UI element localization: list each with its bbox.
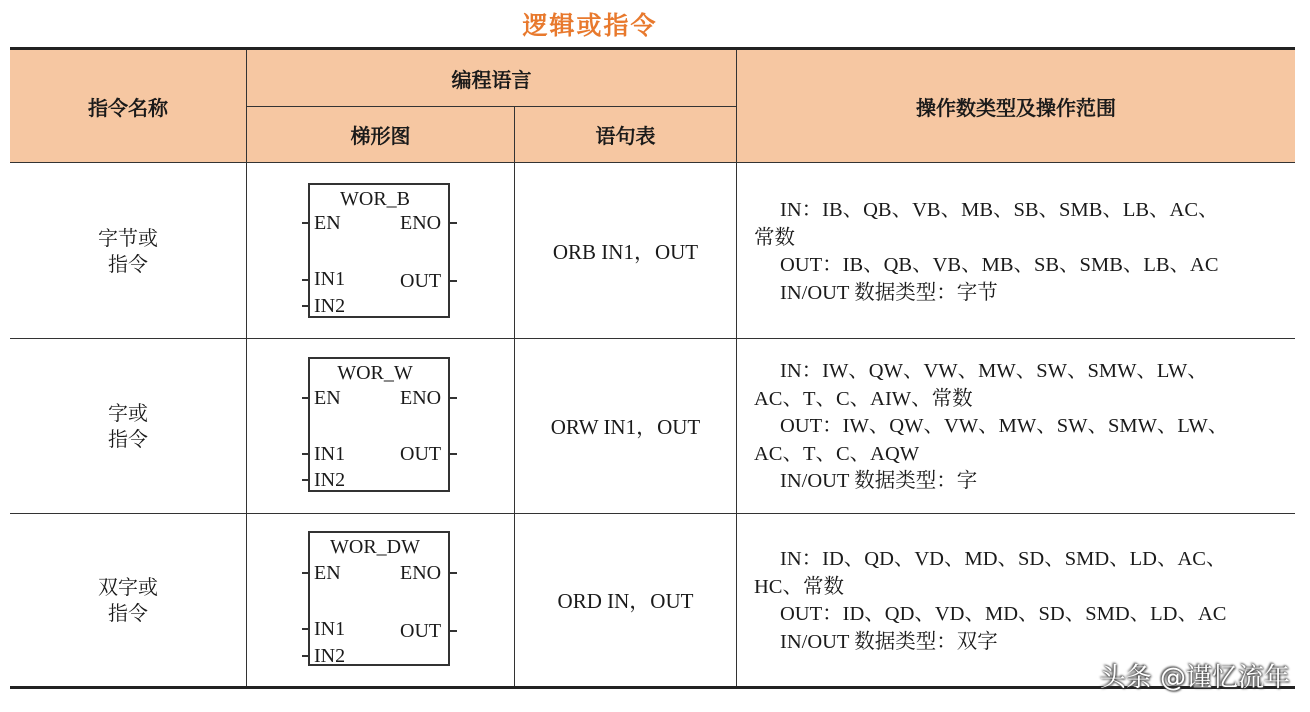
block-title: WOR_DW [330,536,420,558]
watermark: 头条 @谨忆流年 [1099,663,1290,693]
pin-stub [450,397,457,399]
pin-stub [302,628,309,630]
operand-line: IN：ID、QD、VD、MD、SD、SMD、LD、AC、 [780,548,1227,570]
operand-line: AC、T、C、AIW、常数 [754,387,973,410]
operand-line: 常数 [754,226,795,249]
instruction-name: 双字或 指令 [98,575,158,625]
operand-line: OUT：ID、QD、VD、MD、SD、SMD、LD、AC [780,603,1227,625]
ladder-block [300,531,446,671]
statement-list-text: ORB IN1，OUT [552,239,699,264]
in1-pin-label: IN1 [314,268,346,290]
statement-list-text: ORW IN1，OUT [550,415,701,439]
header-statement-list: 语句表 [595,124,656,148]
block-title: WOR_B [340,188,410,210]
header-instruction-name: 指令名称 [88,95,168,120]
eno-pin-label: ENO [400,387,442,409]
in1-pin-label: IN1 [314,618,346,640]
out-pin-label: OUT [400,620,442,642]
pin-stub [302,397,309,399]
in1-pin-label: IN1 [314,443,346,465]
en-pin-label: EN [314,562,341,584]
pin-stub [302,305,309,307]
en-pin-label: EN [314,387,341,409]
operand-line: IN/OUT 数据类型：字 [780,470,978,492]
pin-stub [302,279,309,281]
operand-line: OUT：IW、QW、VW、MW、SW、SMW、LW、 [780,415,1229,437]
block-title: WOR_W [337,362,413,384]
pin-stub [302,655,309,657]
pin-stub [450,572,457,574]
ladder-block [300,357,446,497]
ladder-block [300,183,446,323]
pin-stub [450,453,457,455]
out-pin-label: OUT [400,443,442,465]
operand-line: AC、T、C、AQW [754,442,920,465]
operand-line: OUT：IB、QB、VB、MB、SB、SMB、LB、AC [780,254,1219,276]
pin-stub [450,630,457,632]
page-title: 逻辑或指令 [522,11,658,40]
instruction-name: 字节或 指令 [98,225,158,276]
in2-pin-label: IN2 [314,295,346,317]
in2-pin-label: IN2 [314,645,346,667]
operand-line: HC、常数 [754,575,844,598]
header-programming-language: 编程语言 [451,67,532,92]
statement-list-text: ORD IN，OUT [557,589,694,613]
operand-line: IN：IB、QB、VB、MB、SB、SMB、LB、AC、 [780,199,1219,221]
in2-pin-label: IN2 [314,469,346,491]
eno-pin-label: ENO [400,212,442,234]
instruction-name: 字或 指令 [108,401,148,451]
out-pin-label: OUT [400,270,442,292]
eno-pin-label: ENO [400,562,442,584]
header-operand-types: 操作数类型及操作范围 [916,95,1116,120]
pin-stub [302,453,309,455]
pin-stub [450,222,457,224]
pin-stub [302,479,309,481]
operand-description [754,546,1226,656]
operand-description [754,197,1219,307]
en-pin-label: EN [314,212,341,234]
operand-line: IN/OUT 数据类型：双字 [780,630,998,653]
operand-line: IN：IW、QW、VW、MW、SW、SMW、LW、 [780,360,1208,382]
pin-stub [302,572,309,574]
header-ladder-diagram: 梯形图 [350,124,411,148]
pin-stub [302,222,309,224]
operand-description [754,358,1228,496]
operand-line: IN/OUT 数据类型：字节 [780,281,998,304]
pin-stub [450,280,457,282]
